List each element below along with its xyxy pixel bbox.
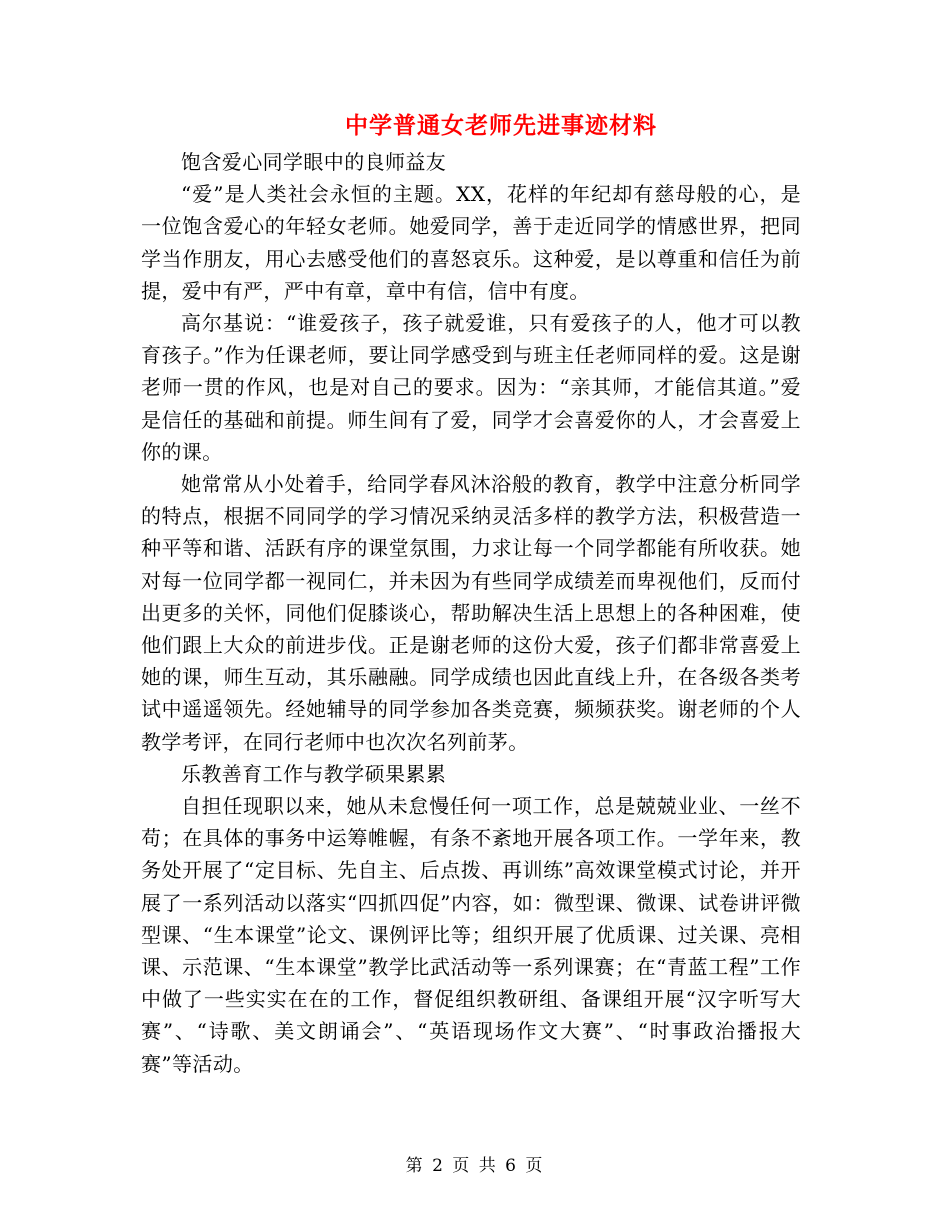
document-body: [141, 146, 801, 1080]
section-heading-teaching-results: 乐教善育工作与教学硕果累累: [181, 761, 447, 786]
paragraph-teaching-approach: 她常常从小处着手，给同学春风沐浴般的教育，教学中注意分析同学的特点，根据不同同学的学习情况采纳灵活多样的教学方法，积极营造一种平等和谐、活跃有序的课堂氛围，力求让每一个同学都能有所收获。她对每一位同学都一视同仁，并未因为有些同学成绩差而卑视他们，反而付出更多的关怀，同他们促膝谈心，帮助解决生活上思想上的各种困难，使他们跟上大众的前进步伐。正是谢老师的这份大爱，孩子们都非常喜爱上她的课，师生互动，其乐融融。同学成绩也因此直线上升，在各级各类考试中遥遥领先。经她辅导的同学参加各类竞赛，频频获奖。谢老师的个人教学考评，在同行老师中也次次名列前茅。: [141, 472, 801, 754]
paragraph-love-theme: “爱”是人类社会永恒的主题。XX，花样的年纪却有慈母般的心，是一位饱含爱心的年轻女老师。她爱同学，善于走近同学的情感世界，把同学当作朋友，用心去感受他们的喜怒哀乐。这种爱，是以尊重和信任为前提，爱中有严，严中有章，章中有信，信中有度。: [141, 182, 801, 303]
document-title: 中学普通女老师先进事迹材料: [345, 112, 657, 139]
section-heading-caring-teacher: 饱含爱心同学眼中的良师益友: [181, 150, 447, 174]
paragraph-gorky-quote: 高尔基说：“谁爱孩子，孩子就爱谁，只有爱孩子的人，他才可以教育孩子。”作为任课老师，要让同学感受到与班主任老师同样的爱。这是谢老师一贯的作风，也是对自己的要求。因为：“亲其师，才能信其道。”爱是信任的基础和前提。师生间有了爱，同学才会喜爱你的人，才会喜爱上你的课。: [141, 311, 801, 464]
paragraph-work-activities: 自担任现职以来，她从未怠慢任何一项工作，总是兢兢业业、一丝不苟；在具体的事务中运筹帷幄，有条不紊地开展各项工作。一学年来，教务处开展了“定目标、先自主、后点拨、再训练”高效课堂模式讨论，并开展了一系列活动以落实“四抓四促”内容，如：微型课、微课、试卷讲评微型课、“生本课堂”论文、课例评比等；组织开展了优质课、过关课、亮相课、示范课、“生本课堂”教学比武活动等一系列课赛；在“青蓝工程”工作中做了一些实实在在的工作，督促组织教研组、备课组开展“汉字听写大赛”、“诗歌、美文朗诵会”、“英语现场作文大赛”、“时事政治播报大赛”等活动。: [141, 794, 801, 1076]
page-number-footer: 第 2 页 共 6 页: [405, 1156, 545, 1176]
